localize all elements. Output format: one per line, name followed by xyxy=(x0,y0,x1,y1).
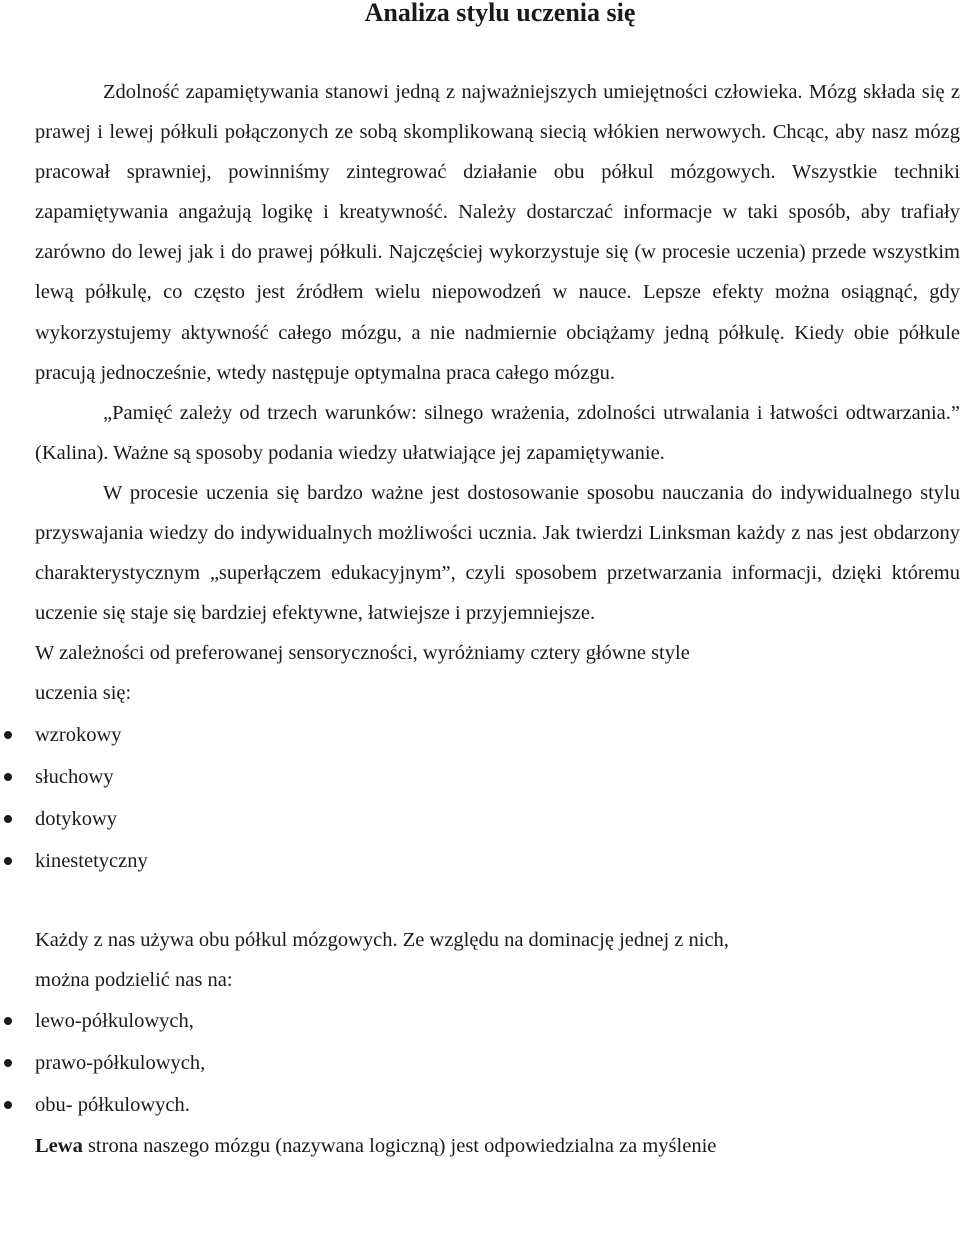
list-item: słuchowy xyxy=(35,756,960,798)
list-item: obu- półkulowych. xyxy=(35,1084,960,1126)
document-body xyxy=(35,72,960,1166)
hemisphere-use-line-1: Każdy z nas używa obu półkul mózgowych. Ze względu na dominację jednej z nich, xyxy=(35,928,729,951)
spacer xyxy=(35,882,960,920)
learning-styles-list xyxy=(35,714,960,882)
list-item: dotykowy xyxy=(35,798,960,840)
list-item: wzrokowy xyxy=(35,714,960,756)
left-hemisphere-term: Lewa xyxy=(35,1134,83,1157)
paragraph-hemisphere-use xyxy=(35,920,960,1000)
paragraph-left-hemisphere xyxy=(35,1126,960,1166)
document-title: Analiza stylu uczenia się xyxy=(364,0,636,27)
list-item: kinestetyczny xyxy=(35,840,960,882)
styles-intro-line-2: uczenia się: xyxy=(35,682,132,705)
list-item: lewo-półkulowych, xyxy=(35,1000,960,1042)
paragraph-brain-hemispheres: Zdolność zapamiętywania stanowi jedną z najważniejszych umiejętności człowieka. Mózg składa się z prawej i lewej półkuli połączonych ze sobą skomplikowaną siecią włókien nerwowych. Chcąc, aby nasz mózg pracował sprawniej, powinniśmy zintegrować działanie obu półkul mózgowych. Wszystkie techniki zapamiętywania angażują logikę i kreatywność. Należy dostarczać informacje w taki sposób, aby trafiały zarówno do lewej jak i do prawej półkuli. Najczęściej wykorzystuje się (w procesie uczenia) przede wszystkim lewą półkulę, co często jest źródłem wielu niepowodzeń w nauce. Lepsze efekty można osiągnąć, gdy wykorzystujemy aktywność całego mózgu, a nie nadmiernie obciążamy jedną półkulę. Kiedy obie półkule pracują jednocześnie, wtedy następuje optymalna praca całego mózgu. xyxy=(35,81,960,384)
hemisphere-use-line-2: można podzielić nas na: xyxy=(35,968,233,991)
left-hemisphere-description: strona naszego mózgu (nazywana logiczną) jest odpowiedzialna za myślenie xyxy=(82,1134,717,1157)
list-item: prawo-półkulowych, xyxy=(35,1042,960,1084)
paragraph-learning-process: W procesie uczenia się bardzo ważne jest dostosowanie sposobu nauczania do indywidualnego stylu przyswajania wiedzy do indywidualnych możliwości ucznia. Jak twierdzi Linksman każdy z nas jest obdarzony charakterystycznym „superłączem edukacyjnym”, czyli sposobem przetwarzania informacji, dzięki któremu uczenie się staje się bardziej efektywne, łatwiejsze i przyjemniejsze. xyxy=(35,481,960,625)
styles-intro-line-1: W zależności od preferowanej sensoryczności, wyróżniamy cztery główne style xyxy=(35,642,690,665)
paragraph-styles-intro xyxy=(35,633,960,713)
hemisphere-types-list xyxy=(35,1000,960,1126)
paragraph-memory-quote: „Pamięć zależy od trzech warunków: silnego wrażenia, zdolności utrwalania i łatwości odtwarzania.” (Kalina). Ważne są sposoby podania wiedzy ułatwiające jej zapamiętywanie. xyxy=(35,401,960,464)
